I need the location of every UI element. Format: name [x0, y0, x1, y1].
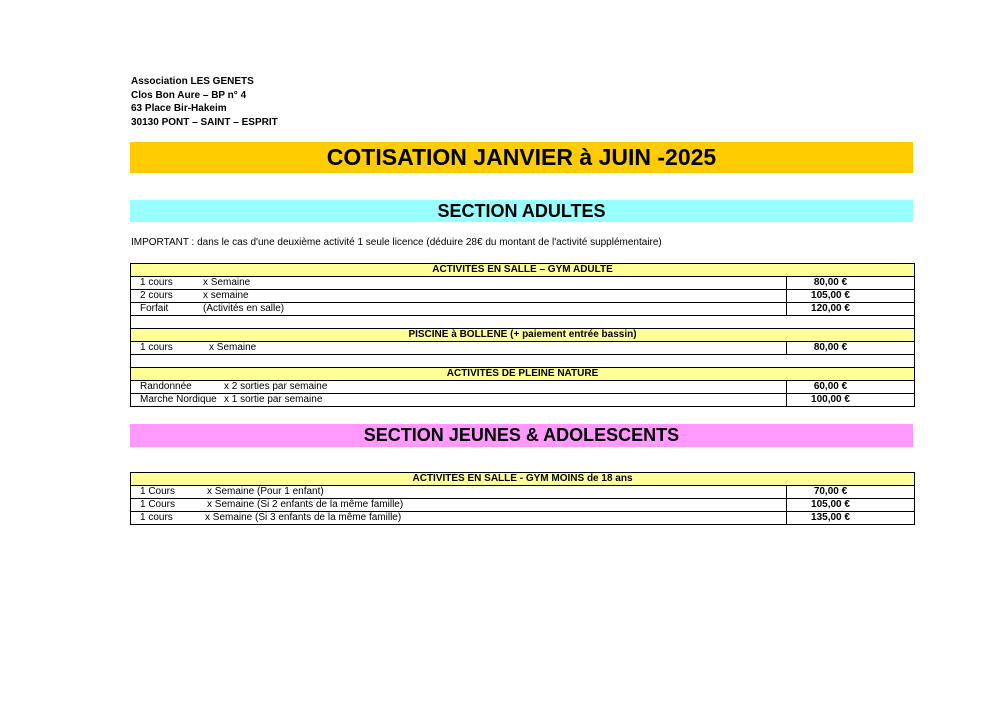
row-price: 105,00 € [787, 499, 915, 512]
gym-adult-header: ACTIVITÉS EN SALLE – GYM ADULTE [131, 264, 915, 277]
row-label: 1 Cours [140, 499, 176, 510]
gym-youth-header: ACTIVITÉS EN SALLE - GYM MOINS de 18 ans [131, 473, 915, 486]
row-label: Randonnée [140, 381, 192, 392]
row-description [131, 499, 787, 512]
row-price: 100,00 € [787, 394, 915, 407]
row-description [131, 486, 787, 499]
row-description [131, 277, 787, 290]
table-row [131, 394, 915, 407]
row-label: 1 cours [140, 342, 173, 353]
row-detail: x 2 sorties par semaine [224, 381, 328, 392]
association-address [131, 75, 278, 129]
row-detail: x 1 sortie par semaine [224, 394, 323, 405]
spacer-row [131, 355, 915, 368]
important-note: IMPORTANT : dans le cas d'une deuxième activité 1 seule licence (déduire 28€ du montant de l'activité supplémentaire) [131, 237, 662, 248]
table-row [131, 381, 915, 394]
spacer-cell [131, 355, 915, 368]
row-detail: x Semaine [209, 342, 257, 353]
row-detail: x semaine [203, 290, 249, 301]
spacer-cell [131, 316, 915, 329]
section-adults-heading: SECTION ADULTES [130, 200, 913, 222]
row-price: 70,00 € [787, 486, 915, 499]
row-description [131, 394, 787, 407]
section-youth-heading: SECTION JEUNES & ADOLESCENTS [130, 424, 913, 447]
row-detail: x Semaine (Pour 1 enfant) [207, 486, 324, 497]
row-price: 135,00 € [787, 512, 915, 525]
youth-pricing-table [130, 472, 915, 525]
address-line: Association LES GENETS [131, 76, 254, 87]
row-price: 105,00 € [787, 290, 915, 303]
row-label: 1 cours [140, 512, 173, 523]
row-price: 60,00 € [787, 381, 915, 394]
pool-header: PISCINE à BOLLENE (+ paiement entrée bassin) [131, 329, 915, 342]
row-label: 2 cours [140, 290, 173, 301]
table-row [131, 290, 915, 303]
row-detail: x Semaine (Si 2 enfants de la même famille) [207, 499, 404, 510]
table-row [131, 512, 915, 525]
row-detail: x Semaine (Si 3 enfants de la même famille) [205, 512, 402, 523]
adult-pricing-table [130, 263, 915, 407]
row-description [131, 303, 787, 316]
nature-header: ACTIVITÉS DE PLEINE NATURE [131, 368, 915, 381]
table-header-row [131, 473, 915, 486]
row-description [131, 512, 787, 525]
address-line: 63 Place Bir-Hakeim [131, 103, 227, 115]
row-label: 1 cours [140, 277, 173, 288]
address-line: Clos Bon Aure – BP n° 4 [131, 89, 247, 101]
table-row [131, 303, 915, 316]
row-description [131, 381, 787, 394]
row-price: 80,00 € [787, 342, 915, 355]
row-description [131, 342, 787, 355]
row-price: 120,00 € [787, 303, 915, 316]
row-detail: (Activités en salle) [203, 303, 285, 314]
row-description [131, 290, 787, 303]
table-header-row [131, 368, 915, 381]
row-label: 1 Cours [140, 486, 176, 497]
table-header-row [131, 264, 915, 277]
table-header-row [131, 329, 915, 342]
table-row [131, 277, 915, 290]
row-label: Forfait [140, 303, 169, 314]
page-title: COTISATION JANVIER à JUIN -2025 [130, 142, 913, 173]
row-detail: x Semaine [203, 277, 251, 288]
row-label: Marche Nordique [140, 394, 217, 405]
spacer-row [131, 316, 915, 329]
table-row [131, 499, 915, 512]
table-row [131, 342, 915, 355]
address-line: 30130 PONT – SAINT – ESPRIT [131, 116, 278, 128]
table-row [131, 486, 915, 499]
row-price: 80,00 € [787, 277, 915, 290]
